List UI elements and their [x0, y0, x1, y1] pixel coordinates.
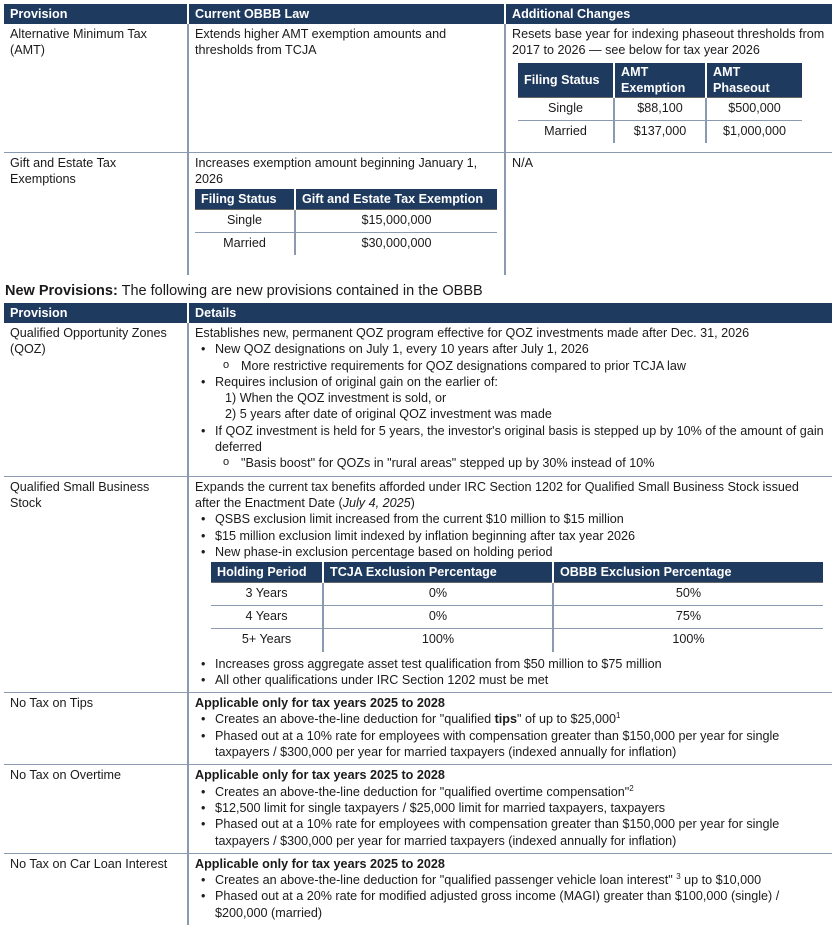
amt-table: [518, 63, 802, 144]
page: [0, 4, 836, 939]
carloan-b1-b: up to $10,000: [680, 873, 762, 888]
qoz-details: [188, 323, 832, 476]
carloan-head: Applicable only for tax years 2025 to 2028: [195, 856, 445, 871]
list-item: • Increases gross aggregate asset test qualification from $50 million to $75 million: [199, 656, 826, 672]
top-provisions-table: [4, 4, 832, 275]
qsbs-th-tcja: TCJA Exclusion Percentage: [323, 562, 553, 582]
list-item: [199, 374, 826, 423]
gift-current-text: Increases exemption amount beginning January 1, 2026: [195, 155, 478, 186]
amt-current: Extends higher AMT exemption amounts and thresholds from TCJA: [188, 24, 505, 152]
tips-b1-bold: tips: [494, 712, 517, 727]
qoz-bullets: [199, 341, 826, 471]
qoz-intro: Establishes new, permanent QOZ program effective for QOZ investments made after Dec. 31, 2026: [195, 326, 750, 340]
table-row: [211, 629, 823, 652]
row-qsbs: [4, 476, 832, 692]
qoz-b2: Requires inclusion of original gain on the earlier of:: [215, 374, 498, 389]
list-item: [199, 711, 826, 727]
qoz-n2: 2) 5 years after date of original QOZ investment was made: [225, 407, 552, 422]
list-item: • QSBS exclusion limit increased from the current $10 million to $15 million: [199, 511, 826, 527]
row-gift: [4, 152, 832, 275]
new-provisions-table: [4, 303, 832, 925]
list-item: [199, 784, 826, 800]
overtime-head: Applicable only for tax years 2025 to 2028: [195, 768, 445, 783]
table-row: [211, 605, 823, 628]
list-item: [199, 423, 826, 472]
qoz-b1: New QOZ designations on July 1, every 10 years after July 1, 2026: [215, 342, 589, 357]
header-current-law: Current OBBB Law: [188, 4, 505, 24]
tips-head: Applicable only for tax years 2025 to 2028: [195, 696, 445, 711]
qsbs-bullets-2: [199, 656, 826, 689]
top-table-header: [4, 4, 832, 24]
header-details: Details: [188, 303, 832, 323]
list-item: • Phased out at a 10% rate for employees with compensation greater than $150,000 per year for single taxpayers / $300,000 per year for married taxpayers (indexed annually for inflation): [199, 728, 826, 761]
amt-th-filing: Filing Status: [518, 63, 614, 98]
amt-cell: $88,100: [614, 97, 706, 120]
tips-provision: No Tax on Tips: [4, 693, 188, 765]
table-row: [211, 582, 823, 605]
gift-current: [188, 152, 505, 275]
qsbs-table: [211, 562, 823, 651]
bottom-table-header: [4, 303, 832, 323]
gift-th-filing: Filing Status: [195, 189, 295, 209]
list-item: [199, 341, 826, 374]
qsbs-bullets: [199, 511, 826, 560]
tips-bullets: [199, 711, 826, 760]
new-provisions-text: The following are new provisions contained in the OBBB: [121, 283, 483, 299]
tips-b1-b: " of up to $25,000: [517, 712, 617, 727]
gift-cell: $15,000,000: [295, 209, 497, 232]
qsbs-cell: 3 Years: [211, 582, 323, 605]
row-overtime: [4, 765, 832, 853]
qsbs-intro-date: July 4, 2025: [342, 495, 411, 510]
tips-details: [188, 693, 832, 765]
overtime-provision: No Tax on Overtime: [4, 765, 188, 853]
row-qoz: [4, 323, 832, 476]
gift-th-exemption: Gift and Estate Tax Exemption: [295, 189, 497, 209]
tips-b1-a: Creates an above-the-line deduction for "qualified: [215, 712, 495, 727]
amt-provision: Alternative Minimum Tax (AMT): [4, 24, 188, 152]
qsbs-provision: Qualified Small Business Stock: [4, 476, 188, 692]
table-row: [195, 232, 497, 255]
list-item: [199, 872, 826, 888]
qsbs-th-obbb: OBBB Exclusion Percentage: [553, 562, 823, 582]
gift-table: [195, 189, 497, 255]
qoz-n1: 1) When the QOZ investment is sold, or: [225, 391, 447, 406]
list-item: • Phased out at a 20% rate for modified adjusted gross income (MAGI) greater than $100,000 (single) / $200,000 (married): [199, 888, 826, 921]
amt-additional-text: Resets base year for indexing phaseout thresholds from 2017 to 2026 — see below for tax year 2026: [512, 27, 825, 58]
qsbs-details: [188, 476, 832, 692]
qsbs-intro: [195, 479, 826, 512]
list-item: • $15 million exclusion limit indexed by inflation beginning after tax year 2026: [199, 528, 826, 544]
list-item: o More restrictive requirements for QOZ designations compared to prior TCJA law: [221, 358, 826, 374]
qsbs-cell: 100%: [672, 632, 705, 647]
carloan-provision: No Tax on Car Loan Interest: [4, 853, 188, 925]
amt-cell: Single: [518, 97, 614, 120]
amt-th-phaseout: AMT Phaseout: [706, 63, 802, 98]
qsbs-cell: 75%: [553, 605, 823, 628]
qsbs-intro-a: Expands the current tax benefits afforded under IRC Section 1202 for Qualified Small Business Stock issued after the Enactment Date (: [195, 479, 799, 510]
amt-th-exemption: AMT Exemption: [614, 63, 706, 98]
qoz-b3: If QOZ investment is held for 5 years, the investor's original basis is stepped up by 10% of the amount of gain deferred: [215, 423, 824, 455]
carloan-details: [188, 853, 832, 925]
gift-additional: N/A: [512, 155, 533, 170]
overtime-bullets: [199, 784, 826, 849]
qsbs-intro-b: ): [410, 495, 415, 510]
amt-cell: $500,000: [706, 97, 802, 120]
new-provisions-heading: [5, 283, 836, 299]
qoz-provision: Qualified Opportunity Zones (QOZ): [4, 323, 188, 476]
overtime-b1: Creates an above-the-line deduction for "qualified overtime compensation": [215, 784, 630, 799]
qsbs-cell: 4 Years: [211, 605, 323, 628]
amt-cell: Married: [518, 120, 614, 143]
qsbs-cell: 100%: [323, 629, 553, 652]
header-provision-2: Provision: [4, 303, 188, 323]
list-item: • All other qualifications under IRC Section 1202 must be met: [199, 672, 826, 688]
footnote-ref: 1: [616, 711, 621, 721]
list-item: • New phase-in exclusion percentage based on holding period: [199, 544, 826, 560]
row-carloan: [4, 853, 832, 925]
gift-cell: Single: [195, 209, 295, 232]
table-row: [518, 97, 802, 120]
table-row: [518, 120, 802, 143]
list-item: o "Basis boost" for QOZs in "rural areas" stepped up by 30% instead of 10%: [221, 455, 826, 471]
amt-cell: $137,000: [614, 120, 706, 143]
footnote-ref: 2: [629, 783, 634, 793]
overtime-details: [188, 765, 832, 853]
qsbs-cell: 5+ Years: [211, 629, 323, 652]
amt-cell: $1,000,000: [722, 123, 787, 138]
gift-cell: $30,000,000: [361, 235, 432, 250]
header-provision: Provision: [4, 4, 188, 24]
qsbs-cell: 0%: [323, 582, 553, 605]
header-additional-changes: Additional Changes: [505, 4, 832, 24]
carloan-bullets: [199, 872, 826, 921]
gift-cell: Married: [195, 232, 295, 255]
qsbs-cell: 50%: [553, 582, 823, 605]
amt-additional: [505, 24, 832, 152]
row-amt: [4, 24, 832, 152]
carloan-b1-a: Creates an above-the-line deduction for "qualified passenger vehicle loan interest": [215, 873, 677, 888]
new-provisions-lead: New Provisions:: [5, 283, 118, 299]
row-tips: [4, 693, 832, 765]
table-row: [195, 209, 497, 232]
list-item: • Phased out at a 10% rate for employees with compensation greater than $150,000 per year for single taxpayers / $300,000 per year for married taxpayers (indexed annually for inflation): [199, 816, 826, 849]
qsbs-th-holding: Holding Period: [211, 562, 323, 582]
list-item: • $12,500 limit for single taxpayers / $25,000 limit for married taxpayers, taxpayers: [199, 800, 826, 816]
gift-provision: Gift and Estate Tax Exemptions: [4, 152, 188, 275]
qsbs-cell: 0%: [323, 605, 553, 628]
footnote-ref: 3: [676, 871, 681, 881]
